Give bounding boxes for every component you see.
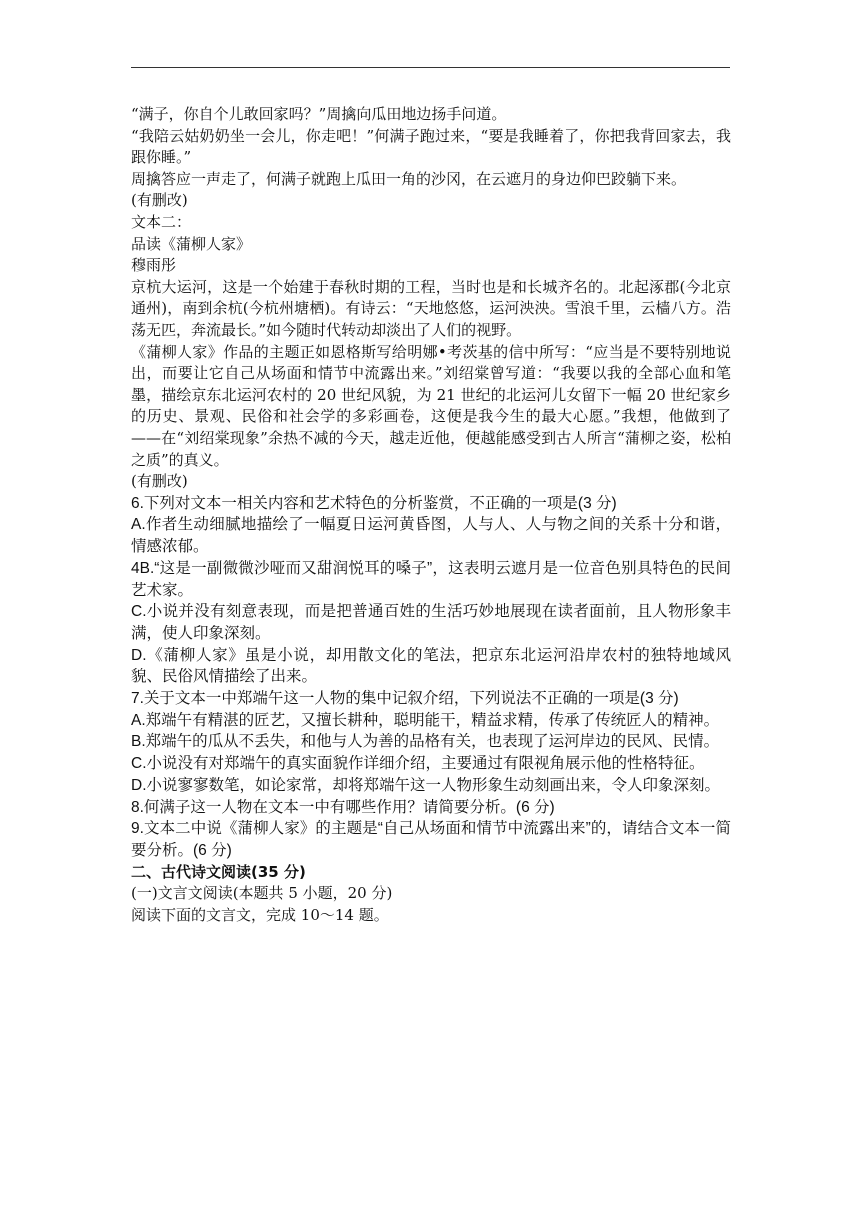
question-line: 7.关于文本一中郑端午这一人物的集中记叙介绍，下列说法不正确的一项是(3 分) <box>131 690 679 708</box>
question-line: C.小说并没有刻意表现，而是把普通百姓的生活巧妙地展现在读者面前，且人物形象丰满，使人印象深刻。 <box>131 603 731 642</box>
text-paragraph: “我陪云姑奶奶坐一会儿，你走吧！”何满子跑过来，“要是我睡着了，你把我背回家去，我跟你睡。” <box>131 126 731 167</box>
question-line: A.作者生动细腻地描绘了一幅夏日运河黄昏图，人与人、人与物之间的关系十分和谐，情感浓郁。 <box>131 516 731 556</box>
text-paragraph: “满子，你自个儿敢回家吗？”周擒向瓜田地边扬手问道。 <box>131 105 507 123</box>
question-line: C.小说没有对郑端午的真实面貌作详细介绍，主要通过有限视角展示他的性格特征。 <box>131 755 705 773</box>
question-line: A.郑端午有精湛的匠艺，又擅长耕种，聪明能干，精益求精，传承了传统匠人的精神。 <box>131 711 720 729</box>
question-line: 6.下列对文本一相关内容和艺术特色的分析鉴赏，不正确的一项是(3 分) <box>131 494 617 512</box>
text-paragraph: (一)文言文阅读(本题共 5 小题，20 分) <box>131 884 393 903</box>
section-heading: 二、古代诗文阅读(35 分) <box>131 862 306 881</box>
text-paragraph: 穆雨彤 <box>131 256 177 275</box>
text-paragraph: (有删改) <box>131 472 188 491</box>
text-paragraph: 文本二： <box>131 212 192 231</box>
header-rule <box>131 67 730 68</box>
question-line: 8.何满子这一人物在文本一中有哪些作用？请简要分析。(6 分) <box>131 798 555 816</box>
text-paragraph: (有删改) <box>131 191 188 210</box>
question-line: 4B.“这是一副微微沙哑而又甜润悦耳的嗓子”，这表明云遮月是一位音色别具特色的民间艺术家。 <box>131 559 731 599</box>
question-line: 9.文本二中说《蒲柳人家》的主题是“自己从场面和情节中流露出来”的，请结合文本一简要分析。(6 分) <box>131 820 731 859</box>
text-paragraph: 阅读下面的文言文，完成 10～14 题。 <box>131 905 389 924</box>
question-line: D.小说寥寥数笔，如论家常，却将郑端午这一人物形象生动刻画出来，令人印象深刻。 <box>131 776 721 794</box>
document-body <box>131 104 731 926</box>
text-paragraph: 周擒答应一声走了，何满子就跑上瓜田一角的沙冈，在云遮月的身边仰巴跤躺下来。 <box>131 169 687 188</box>
question-line: D.《蒲柳人家》虽是小说，却用散文化的笔法，把京东北运河沿岸农村的独特地域风貌、民俗风情描绘了出来。 <box>131 646 731 686</box>
text-paragraph: 京杭大运河，这是一个始建于春秋时期的工程，当时也是和长城齐名的。北起涿郡(今北京通州)，南到余杭(今杭州塘栖)。有诗云：“天地悠悠，运河泱泱。雪浪千里，云樯八方。浩荡无匹，奔流最长。”如今随时代转动却淡出了人们的视野。 <box>131 277 731 339</box>
text-paragraph: 品读《蒲柳人家》 <box>131 234 252 253</box>
text-paragraph: 《蒲柳人家》作品的主题正如恩格斯写给明娜•考茨基的信中所写：“应当是不要特别地说出，而要让它自己从场面和情节中流露出来。”刘绍棠曾写道：“我要以我的全部心血和笔墨，描绘京东北运河农村的 20 世纪风貌，为 21 世纪的北运河儿女留下一幅 20 世纪家乡的历史、景观、民俗和社会学的多彩画卷，这便是我今生的最大心愿。”我想，他做到了——在“刘绍棠现象”余热不减的今天，越走近他，便越能感受到古人所言“蒲柳之姿，松柏之质”的真义。 <box>131 342 731 469</box>
question-line: B.郑端午的瓜从不丢失，和他与人为善的品格有关，也表现了运河岸边的民风、民情。 <box>131 733 720 751</box>
